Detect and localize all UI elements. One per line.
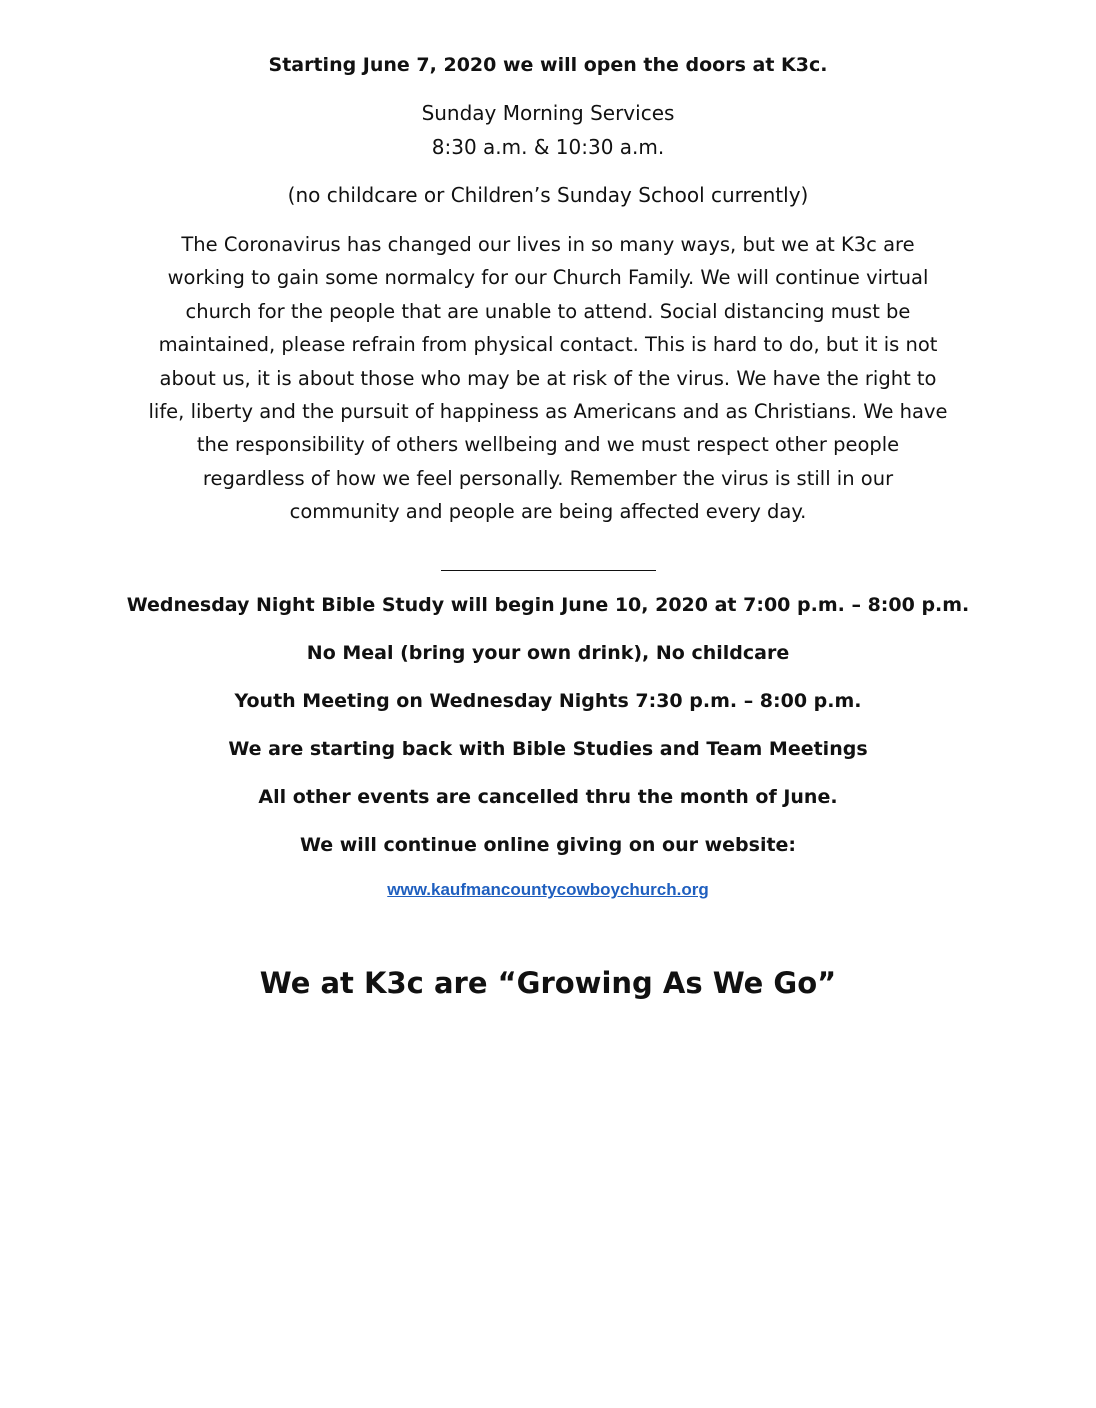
online-giving-announcement: We will continue online giving on our website:	[299, 834, 797, 856]
paragraph-line: The Coronavirus has changed our lives in so many ways, but we at K3c are	[181, 233, 915, 256]
youth-meeting-announcement: Youth Meeting on Wednesday Nights 7:30 p.m. – 8:00 p.m.	[234, 690, 862, 712]
cancelled-events-announcement: All other events are cancelled thru the month of June.	[258, 786, 838, 808]
section-divider	[441, 570, 656, 571]
bible-study-announcement: Wednesday Night Bible Study will begin June 10, 2020 at 7:00 p.m. – 8:00 p.m.	[126, 594, 970, 616]
services-title: Sunday Morning Services	[421, 101, 675, 125]
paragraph-line: community and people are being affected every day.	[289, 500, 807, 524]
paragraph-line: the responsibility of others wellbeing and we must respect other people	[196, 433, 900, 457]
paragraph-line: maintained, please refrain from physical contact. This is hard to do, but it is not	[158, 333, 938, 357]
paragraph-line: church for the people that are unable to attend. Social distancing must be	[185, 299, 911, 323]
opening-heading: Starting June 7, 2020 we will open the doors at K3c.	[268, 54, 828, 76]
slogan: We at K3c are “Growing As We Go”	[259, 966, 837, 1000]
bible-studies-team-meetings-announcement: We are starting back with Bible Studies and Team Meetings	[228, 738, 868, 760]
paragraph-line: regardless of how we feel personally. Remember the virus is still in our	[202, 466, 894, 490]
services-times: 8:30 a.m. & 10:30 a.m.	[431, 135, 665, 159]
meal-childcare-announcement: No Meal (bring your own drink), No childcare	[306, 642, 790, 664]
paragraph-line: working to gain some normalcy for our Church Family. We will continue virtual	[167, 266, 929, 290]
website-link[interactable]: www.kaufmancountycowboychurch.org	[387, 880, 709, 899]
coronavirus-paragraph	[110, 228, 986, 529]
paragraph-line: about us, it is about those who may be at risk of the virus. We have the right to	[159, 366, 937, 390]
childcare-note: (no childcare or Children’s Sunday School currently)	[287, 183, 809, 207]
paragraph-line: life, liberty and the pursuit of happiness as Americans and as Christians. We have	[148, 400, 948, 424]
